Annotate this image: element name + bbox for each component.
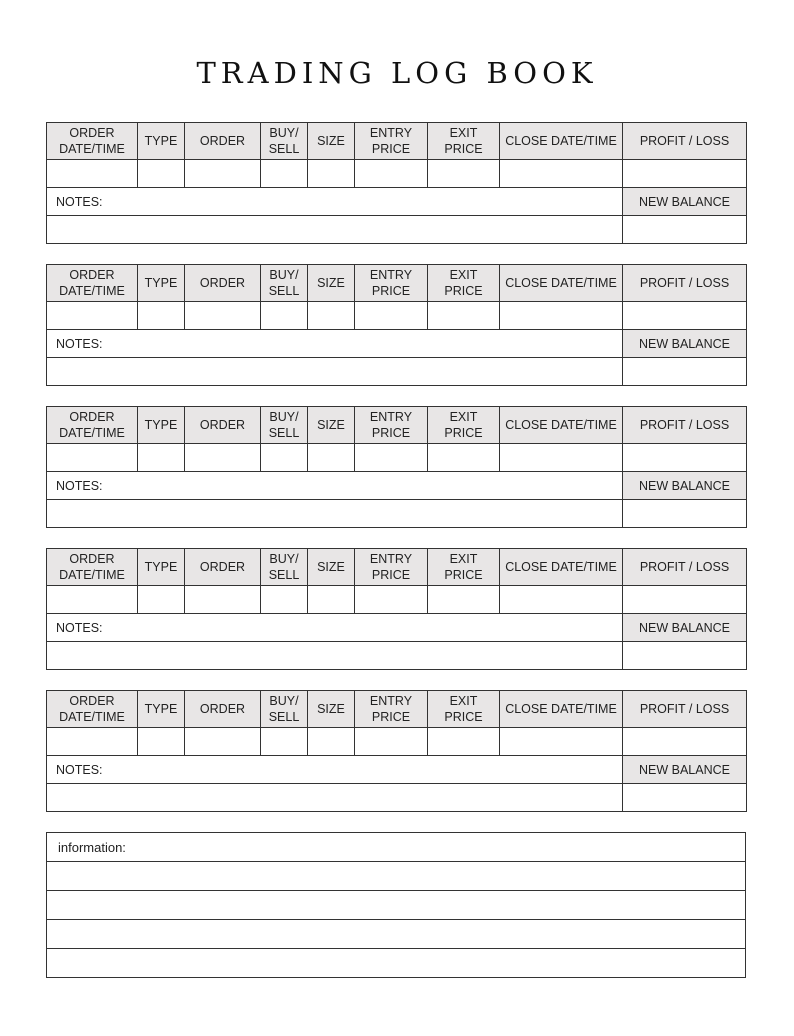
buy-sell-cell[interactable] — [261, 586, 308, 614]
notes-row — [47, 188, 747, 216]
notes-row — [47, 614, 747, 642]
col-size: SIZE — [308, 691, 355, 728]
information-section — [46, 832, 746, 978]
type-cell[interactable] — [138, 728, 185, 756]
information-line[interactable] — [47, 920, 746, 949]
size-cell[interactable] — [308, 444, 355, 472]
entry-price-cell[interactable] — [355, 160, 428, 188]
trade-entry-row — [47, 302, 747, 330]
col-entry-price: ENTRY PRICE — [355, 691, 428, 728]
order-cell[interactable] — [185, 728, 261, 756]
col-type: TYPE — [138, 123, 185, 160]
notes-label: NOTES: — [47, 472, 623, 500]
notes-label: NOTES: — [47, 188, 623, 216]
col-close-datetime: CLOSE DATE/TIME — [500, 265, 623, 302]
col-type: TYPE — [138, 407, 185, 444]
notes-label: NOTES: — [47, 330, 623, 358]
notes-field[interactable] — [47, 216, 623, 244]
notes-entry-row — [47, 642, 747, 670]
trade-entry-row — [47, 586, 747, 614]
trade-log-table — [46, 264, 747, 386]
col-entry-price: ENTRY PRICE — [355, 123, 428, 160]
new-balance-field[interactable] — [623, 500, 747, 528]
col-profit-loss: PROFIT / LOSS — [623, 123, 747, 160]
col-close-datetime: CLOSE DATE/TIME — [500, 549, 623, 586]
exit-price-cell[interactable] — [428, 728, 500, 756]
new-balance-label: NEW BALANCE — [623, 756, 747, 784]
buy-sell-cell[interactable] — [261, 728, 308, 756]
notes-row — [47, 472, 747, 500]
profit-loss-cell[interactable] — [623, 302, 747, 330]
type-cell[interactable] — [138, 160, 185, 188]
entry-price-cell[interactable] — [355, 302, 428, 330]
col-order-datetime: ORDER DATE/TIME — [47, 407, 138, 444]
col-type: TYPE — [138, 549, 185, 586]
col-buy-sell: BUY/ SELL — [261, 407, 308, 444]
close-datetime-cell[interactable] — [500, 728, 623, 756]
profit-loss-cell[interactable] — [623, 160, 747, 188]
col-entry-price: ENTRY PRICE — [355, 549, 428, 586]
col-order-datetime: ORDER DATE/TIME — [47, 123, 138, 160]
notes-row — [47, 330, 747, 358]
trade-entry-row — [47, 728, 747, 756]
close-datetime-cell[interactable] — [500, 586, 623, 614]
type-cell[interactable] — [138, 586, 185, 614]
col-profit-loss: PROFIT / LOSS — [623, 691, 747, 728]
trade-log-table — [46, 122, 747, 244]
buy-sell-cell[interactable] — [261, 302, 308, 330]
trade-log-table — [46, 406, 747, 528]
col-size: SIZE — [308, 549, 355, 586]
notes-label: NOTES: — [47, 614, 623, 642]
information-table — [46, 832, 746, 978]
buy-sell-cell[interactable] — [261, 444, 308, 472]
notes-field[interactable] — [47, 500, 623, 528]
new-balance-field[interactable] — [623, 358, 747, 386]
new-balance-label: NEW BALANCE — [623, 472, 747, 500]
profit-loss-cell[interactable] — [623, 728, 747, 756]
information-line[interactable] — [47, 891, 746, 920]
col-profit-loss: PROFIT / LOSS — [623, 265, 747, 302]
trade-log-table — [46, 690, 747, 812]
new-balance-label: NEW BALANCE — [623, 188, 747, 216]
col-profit-loss: PROFIT / LOSS — [623, 407, 747, 444]
trade-entry-row — [47, 444, 747, 472]
notes-label: NOTES: — [47, 756, 623, 784]
information-line[interactable] — [47, 862, 746, 891]
col-order-datetime: ORDER DATE/TIME — [47, 691, 138, 728]
order-cell[interactable] — [185, 586, 261, 614]
new-balance-field[interactable] — [623, 216, 747, 244]
col-close-datetime: CLOSE DATE/TIME — [500, 691, 623, 728]
size-cell[interactable] — [308, 728, 355, 756]
col-order: ORDER — [185, 691, 261, 728]
notes-field[interactable] — [47, 784, 623, 812]
col-buy-sell: BUY/ SELL — [261, 123, 308, 160]
col-order: ORDER — [185, 407, 261, 444]
col-type: TYPE — [138, 691, 185, 728]
col-order-datetime: ORDER DATE/TIME — [47, 265, 138, 302]
new-balance-label: NEW BALANCE — [623, 614, 747, 642]
notes-row — [47, 756, 747, 784]
information-label: information: — [47, 833, 746, 862]
notes-entry-row — [47, 216, 747, 244]
type-cell[interactable] — [138, 302, 185, 330]
close-datetime-cell[interactable] — [500, 444, 623, 472]
col-profit-loss: PROFIT / LOSS — [623, 549, 747, 586]
exit-price-cell[interactable] — [428, 160, 500, 188]
notes-field[interactable] — [47, 642, 623, 670]
order-datetime-cell[interactable] — [47, 444, 138, 472]
order-datetime-cell[interactable] — [47, 160, 138, 188]
col-exit-price: EXIT PRICE — [428, 123, 500, 160]
header-row — [47, 407, 747, 444]
order-cell[interactable] — [185, 302, 261, 330]
col-order: ORDER — [185, 123, 261, 160]
exit-price-cell[interactable] — [428, 444, 500, 472]
trade-log-3 — [46, 406, 746, 528]
trade-log-table — [46, 548, 747, 670]
buy-sell-cell[interactable] — [261, 160, 308, 188]
col-size: SIZE — [308, 123, 355, 160]
header-row — [47, 691, 747, 728]
col-type: TYPE — [138, 265, 185, 302]
new-balance-field[interactable] — [623, 642, 747, 670]
col-entry-price: ENTRY PRICE — [355, 265, 428, 302]
col-exit-price: EXIT PRICE — [428, 691, 500, 728]
new-balance-label: NEW BALANCE — [623, 330, 747, 358]
close-datetime-cell[interactable] — [500, 160, 623, 188]
close-datetime-cell[interactable] — [500, 302, 623, 330]
header-row — [47, 265, 747, 302]
notes-entry-row — [47, 500, 747, 528]
information-line[interactable] — [47, 949, 746, 978]
profit-loss-cell[interactable] — [623, 586, 747, 614]
type-cell[interactable] — [138, 444, 185, 472]
col-buy-sell: BUY/ SELL — [261, 265, 308, 302]
order-datetime-cell[interactable] — [47, 302, 138, 330]
trade-log-2 — [46, 264, 746, 386]
entry-price-cell[interactable] — [355, 728, 428, 756]
entry-price-cell[interactable] — [355, 586, 428, 614]
size-cell[interactable] — [308, 302, 355, 330]
col-size: SIZE — [308, 407, 355, 444]
order-datetime-cell[interactable] — [47, 586, 138, 614]
col-entry-price: ENTRY PRICE — [355, 407, 428, 444]
exit-price-cell[interactable] — [428, 586, 500, 614]
col-exit-price: EXIT PRICE — [428, 265, 500, 302]
header-row — [47, 123, 747, 160]
col-order-datetime: ORDER DATE/TIME — [47, 549, 138, 586]
col-close-datetime: CLOSE DATE/TIME — [500, 407, 623, 444]
col-exit-price: EXIT PRICE — [428, 407, 500, 444]
new-balance-field[interactable] — [623, 784, 747, 812]
order-cell[interactable] — [185, 444, 261, 472]
trade-entry-row — [47, 160, 747, 188]
col-exit-price: EXIT PRICE — [428, 549, 500, 586]
col-order: ORDER — [185, 265, 261, 302]
notes-field[interactable] — [47, 358, 623, 386]
col-size: SIZE — [308, 265, 355, 302]
trade-log-1 — [46, 122, 746, 244]
trade-log-5 — [46, 690, 746, 812]
col-order: ORDER — [185, 549, 261, 586]
notes-entry-row — [47, 784, 747, 812]
notes-entry-row — [47, 358, 747, 386]
order-datetime-cell[interactable] — [47, 728, 138, 756]
exit-price-cell[interactable] — [428, 302, 500, 330]
profit-loss-cell[interactable] — [623, 444, 747, 472]
size-cell[interactable] — [308, 160, 355, 188]
page-title: TRADING LOG BOOK — [196, 56, 598, 90]
col-close-datetime: CLOSE DATE/TIME — [500, 123, 623, 160]
col-buy-sell: BUY/ SELL — [261, 691, 308, 728]
col-buy-sell: BUY/ SELL — [261, 549, 308, 586]
trade-log-4 — [46, 548, 746, 670]
order-cell[interactable] — [185, 160, 261, 188]
entry-price-cell[interactable] — [355, 444, 428, 472]
size-cell[interactable] — [308, 586, 355, 614]
header-row — [47, 549, 747, 586]
